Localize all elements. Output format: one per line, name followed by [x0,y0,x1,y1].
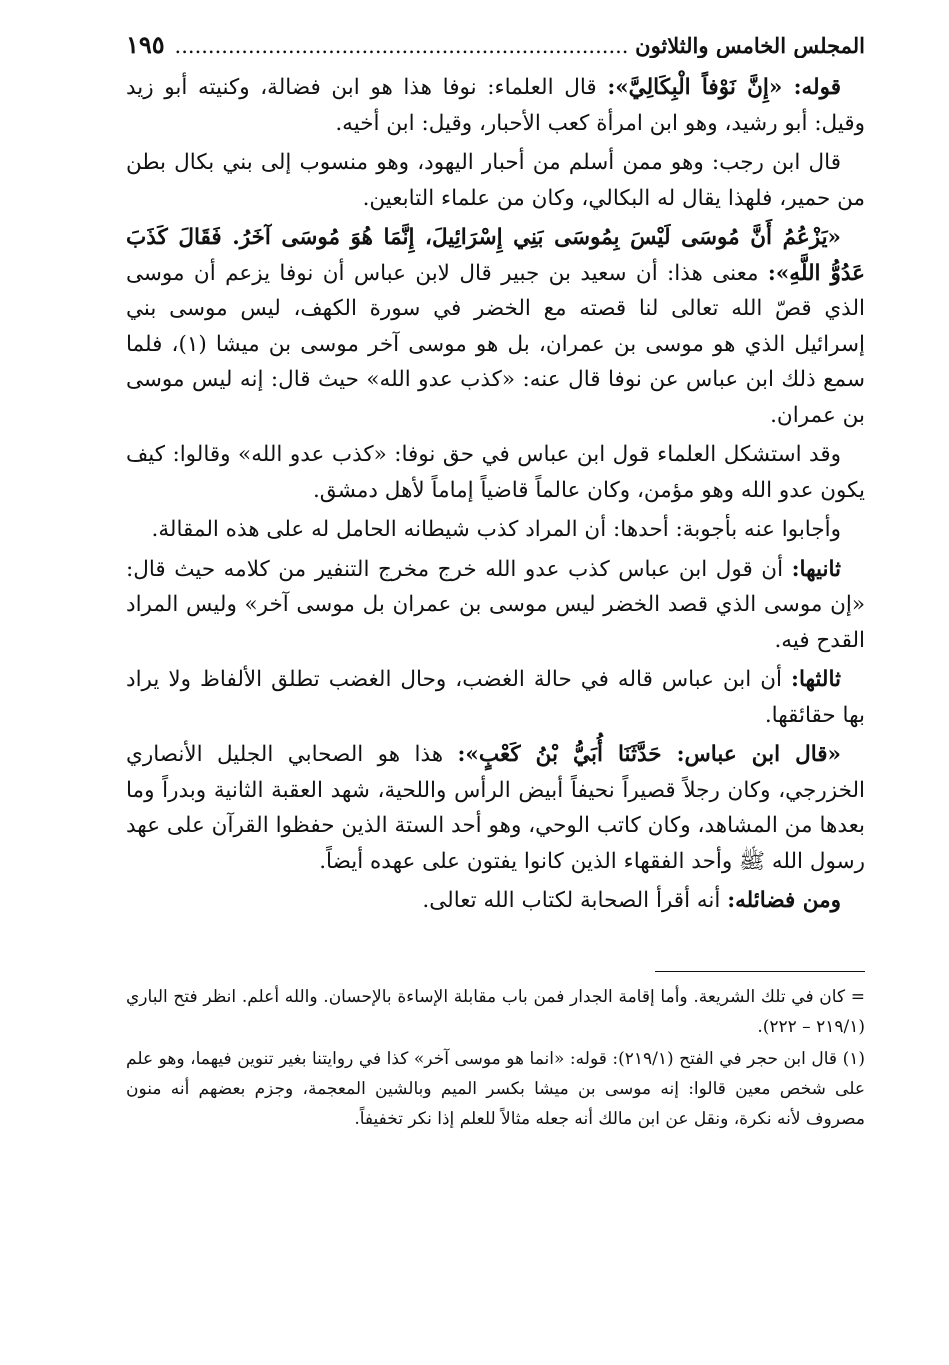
paragraph-lead: ومن فضائله: [727,888,841,913]
footnote: (١) قال ابن حجر في الفتح (٢١٩/١): قوله: «انما هو موسى آخر» كذا في روايتنا بغير تنوين فيهما، وهو علم على شخص معين قالوا: إنه موسى بن ميشا بكسر الميم وبالشين المعجمة، وجزم بعضهم أنه منون مصروف لأنه نكرة، ونقل عن ابن مالك أنه جعله مثالاً للعلم إذا نكر تخفيفاً. [126,1048,865,1129]
paragraph [126,883,865,919]
paragraph [126,662,865,733]
page-number: ١٩٥ [126,30,165,59]
paragraph [126,145,865,216]
paragraph-text: أنه أقرأ الصحابة لكتاب الله تعالى. [422,888,728,913]
footnotes [126,982,865,1134]
paragraph [126,220,865,433]
paragraph-text: وأجابوا عنه بأجوبة: أحدها: أن المراد كذب شيطانه الحامل له على هذه المقالة. [151,517,841,542]
main-text [126,70,865,919]
running-header [126,30,865,66]
paragraph-text: أن قول ابن عباس كذب عدو الله خرج مخرج التنفير من كلامه حيث قال: «إن موسى الذي قصد الخضر ليس موسى بن عمران بل موسى آخر» وليس المراد القدح فيه. [126,556,865,653]
paragraph [126,512,865,548]
paragraph-lead: «يَزْعُمُ أَنَّ مُوسَى لَيْسَ بِمُوسَى بَنِي إِسْرَائِيلَ، إِنَّمَا هُوَ مُوسَى آخَرُ. فَقَالَ كَذَبَ عَدُوُّ اللَّهِ»: [126,225,865,286]
footnote-divider [655,971,865,972]
paragraph [126,437,865,508]
paragraph-lead: «قال ابن عباس: حَدَّثَنَا أُبَيُّ بْنُ كَعْبٍ»: [457,742,841,767]
paragraph-text: هذا هو الصحابي الجليل الأنصاري الخزرجي، وكان رجلاً قصيراً نحيفاً أبيض الرأس واللحية، شهد العقبة الثانية وبدراً وما بعدها من المشاهد، وكان كاتب الوحي، وهو أحد الستة الذين حفظوا القرآن على عهد رسول الله ﷺ وأحد الفقهاء الذين كانوا يفتون على عهده أيضاً. [126,742,865,874]
paragraph-text: قال العلماء: نوفا هذا هو ابن فضالة، وكنيته أبو زيد وقيل: أبو رشيد، وهو ابن امرأة كعب الأحبار، وقيل: ابن أخيه. [126,75,865,136]
chapter-title: المجلس الخامس والثلاثون ..... [175,33,865,58]
paragraph-lead: قوله: «إِنَّ نَوْفاً الْبِكَالِيَّ»: [607,75,841,100]
paragraph-lead: ثانيها: [791,556,841,582]
footnote: = كان في تلك الشريعة. وأما إقامة الجدار فمن باب مقابلة الإساءة بالإحسان. والله أعلم. انظر فتح الباري (٢١٩/١ – ٢٢٢). [126,986,865,1037]
paragraph-lead: ثالثها: [791,667,841,692]
paragraph-text: قال ابن رجب: وهو ممن أسلم من أحبار اليهود، وهو منسوب إلى بني بكال بطن من حمير، فلهذا يقال له البكالي، وكان من علماء التابعين. [126,150,865,211]
paragraph-text: وقد استشكل العلماء قول ابن عباس في حق نوفا: «كذب عدو الله» وقالوا: كيف يكون عدو الله وهو مؤمن، وكان عالماً قاضياً إماماً لأهل دمشق. [126,442,865,503]
paragraph-text: أن ابن عباس قاله في حالة الغضب، وحال الغضب تطلق الألفاظ ولا يراد بها حقائقها. [126,667,865,728]
paragraph [126,737,865,879]
paragraph-text: معنى هذا: أن سعيد بن جبير قال لابن عباس أن نوفا يزعم أن موسى الذي قصّ الله تعالى لنا قصته مع الخضر في سورة الكهف، ليس موسى بني إسرائيل الذي هو موسى بن عمران، بل هو موسى آخر موسى بن ميشا (١)، فلما سمع ذلك ابن عباس عن نوفا قال عنه: «كذب عدو الله» حيث قال: إنه ليس موسى بن عمران. [126,260,865,428]
paragraph [126,552,865,659]
paragraph [126,70,865,141]
